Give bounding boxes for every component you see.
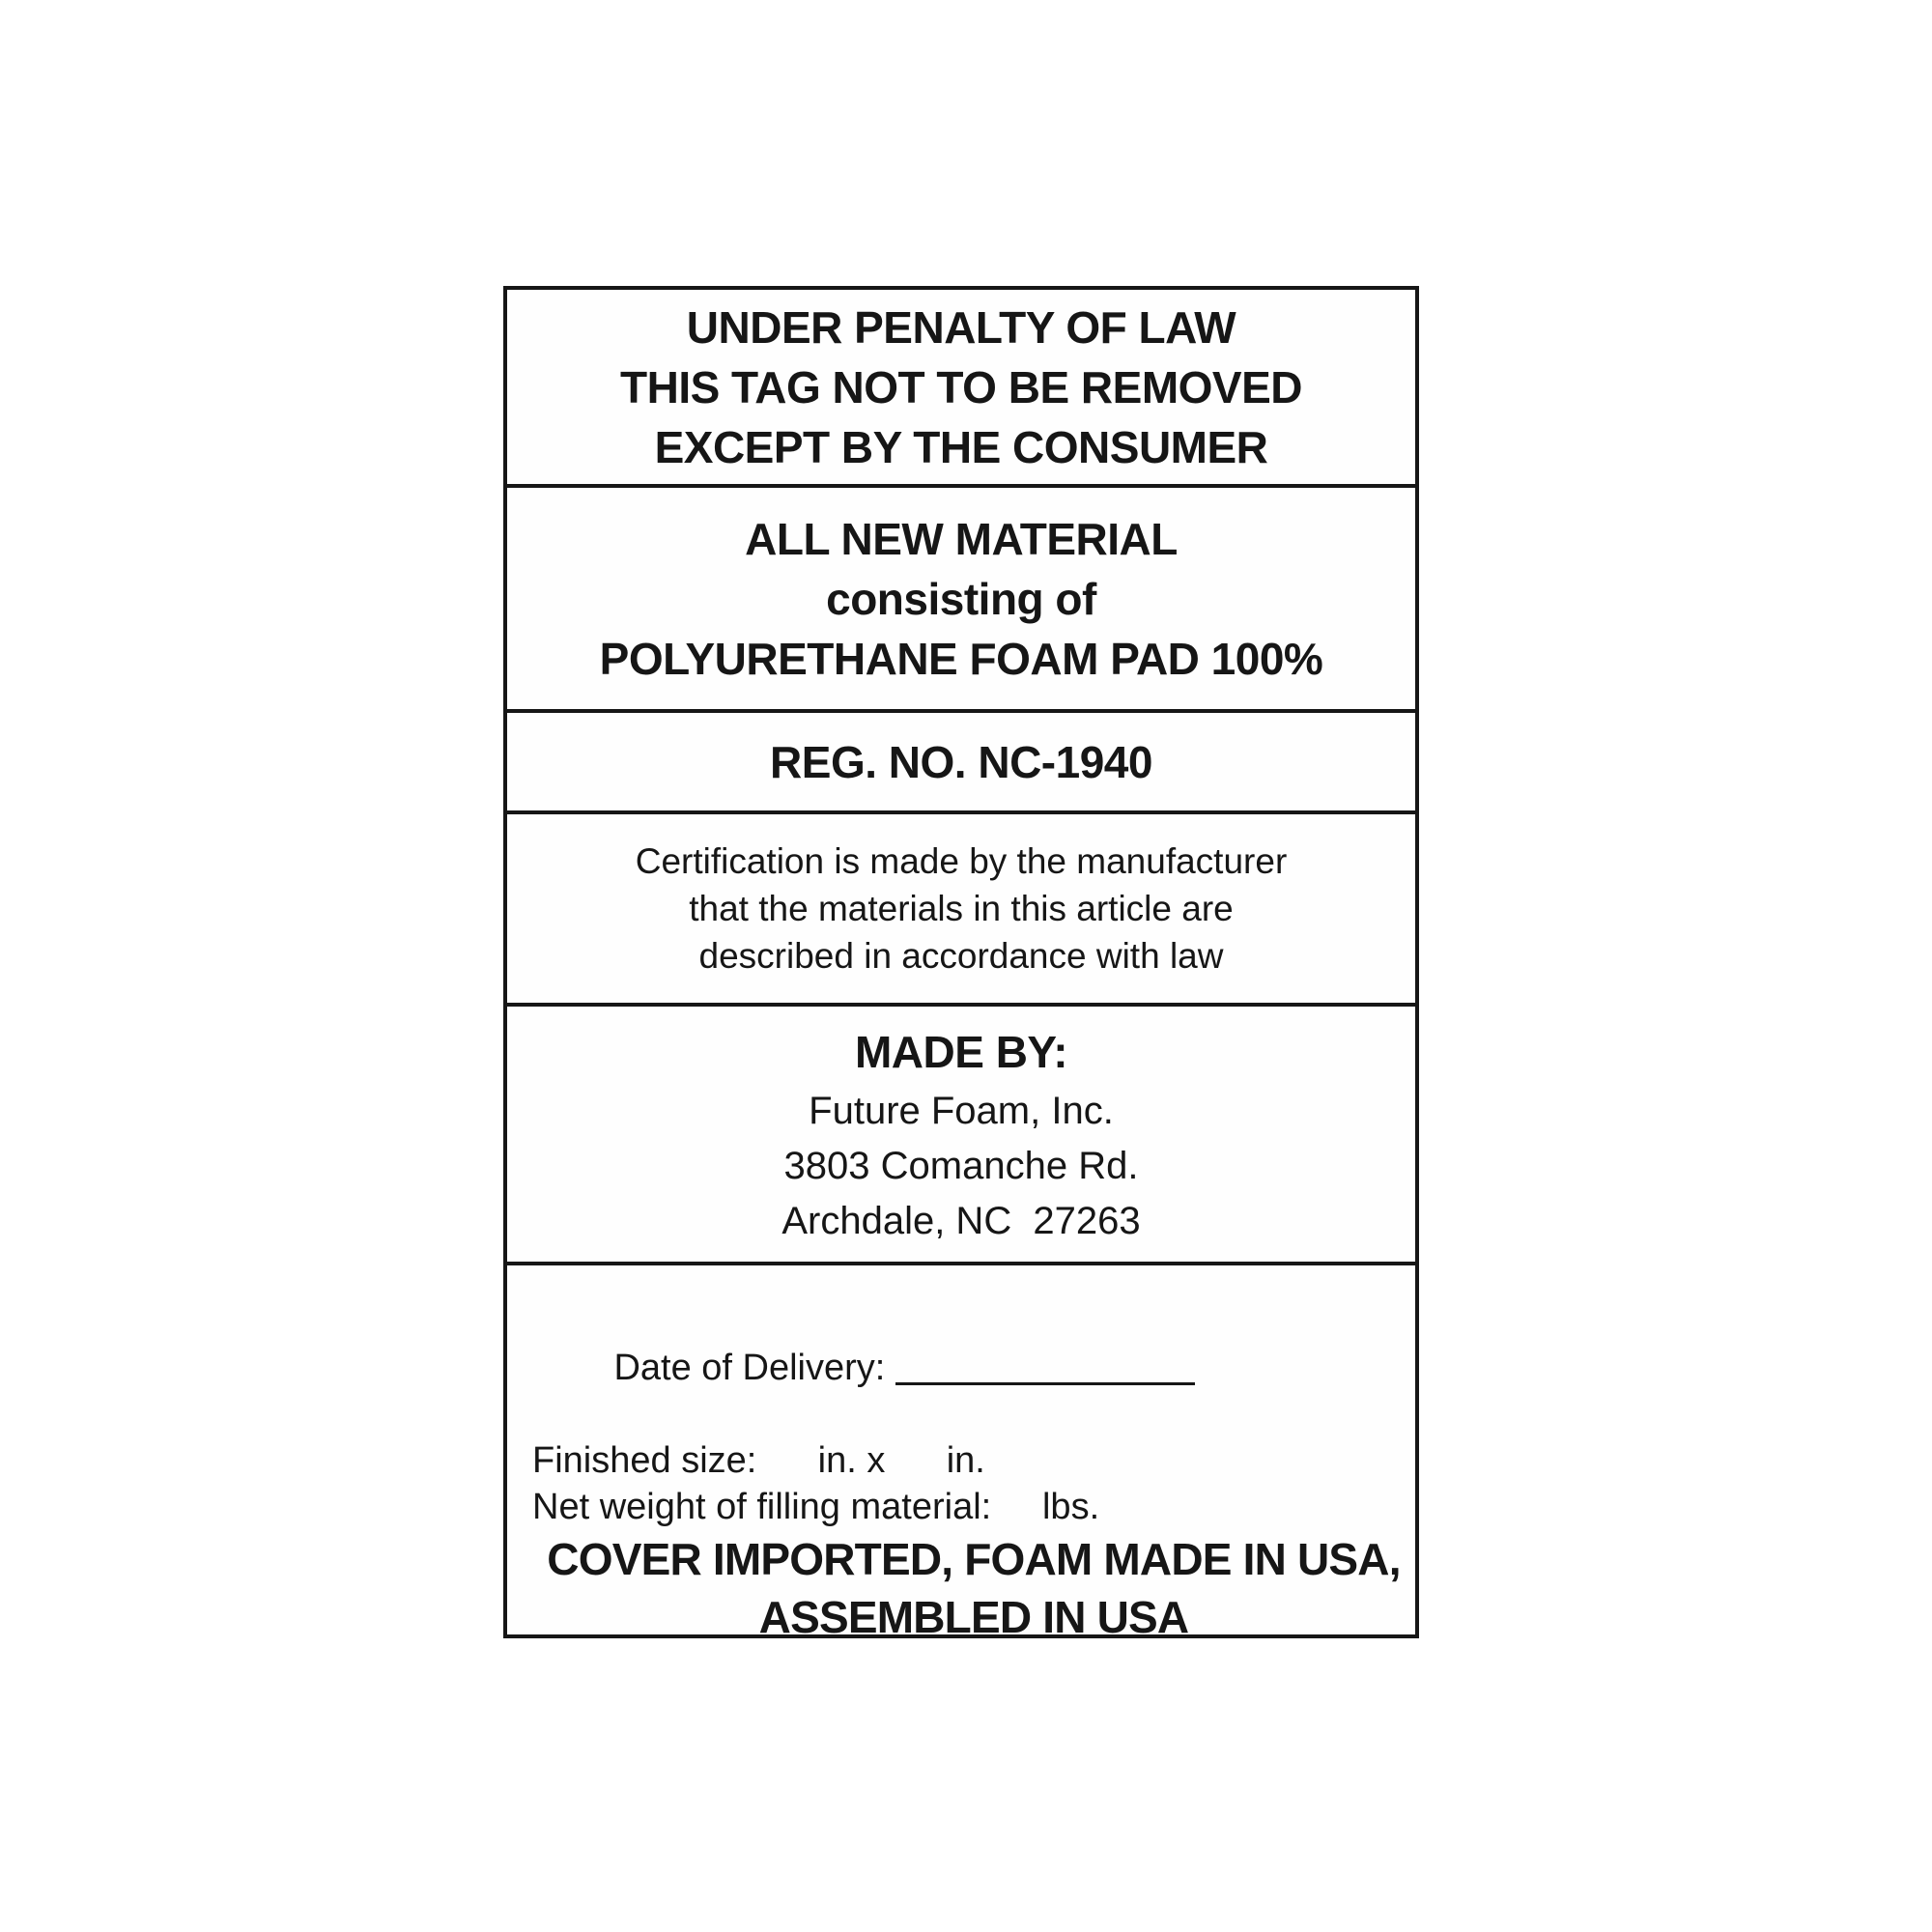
date-of-delivery-label: Date of Delivery: bbox=[613, 1348, 895, 1388]
material-line-2: consisting of bbox=[826, 573, 1096, 624]
certification-line-3: described in accordance with law bbox=[698, 936, 1224, 976]
section-delivery-details bbox=[507, 1265, 1415, 1634]
law-label-tag bbox=[503, 286, 1419, 1638]
section-material-contents bbox=[507, 488, 1415, 713]
certification-line-1: Certification is made by the manufacturer bbox=[635, 841, 1288, 881]
manufacturer-name: Future Foam, Inc. bbox=[809, 1089, 1114, 1132]
origin-line-1: COVER IMPORTED, FOAM MADE IN USA, bbox=[547, 1534, 1401, 1584]
origin-statement bbox=[532, 1530, 1415, 1634]
origin-line-2: ASSEMBLED IN USA bbox=[758, 1592, 1189, 1634]
material-line-3: POLYURETHANE FOAM PAD 100% bbox=[599, 633, 1323, 684]
material-line-1: ALL NEW MATERIAL bbox=[745, 513, 1178, 564]
manufacturer-city-state-zip: Archdale, NC 27263 bbox=[781, 1199, 1141, 1242]
penalty-line-2: THIS TAG NOT TO BE REMOVED bbox=[620, 361, 1302, 412]
certification-line-2: that the materials in this article are bbox=[689, 889, 1234, 928]
section-registration-number bbox=[507, 713, 1415, 814]
registration-number: REG. NO. NC-1940 bbox=[770, 736, 1152, 787]
finished-size-row: Finished size: in. x in. bbox=[532, 1440, 985, 1481]
date-of-delivery-row bbox=[532, 1298, 1415, 1437]
section-made-by bbox=[507, 1007, 1415, 1265]
section-certification bbox=[507, 814, 1415, 1007]
date-of-delivery-blank-line bbox=[895, 1382, 1195, 1385]
made-by-heading: MADE BY: bbox=[854, 1026, 1068, 1077]
penalty-line-1: UNDER PENALTY OF LAW bbox=[686, 301, 1236, 353]
section-penalty-warning bbox=[507, 290, 1415, 488]
penalty-line-3: EXCEPT BY THE CONSUMER bbox=[654, 421, 1268, 472]
net-weight-row: Net weight of filling material: lbs. bbox=[532, 1487, 1100, 1527]
manufacturer-street: 3803 Comanche Rd. bbox=[783, 1144, 1139, 1187]
